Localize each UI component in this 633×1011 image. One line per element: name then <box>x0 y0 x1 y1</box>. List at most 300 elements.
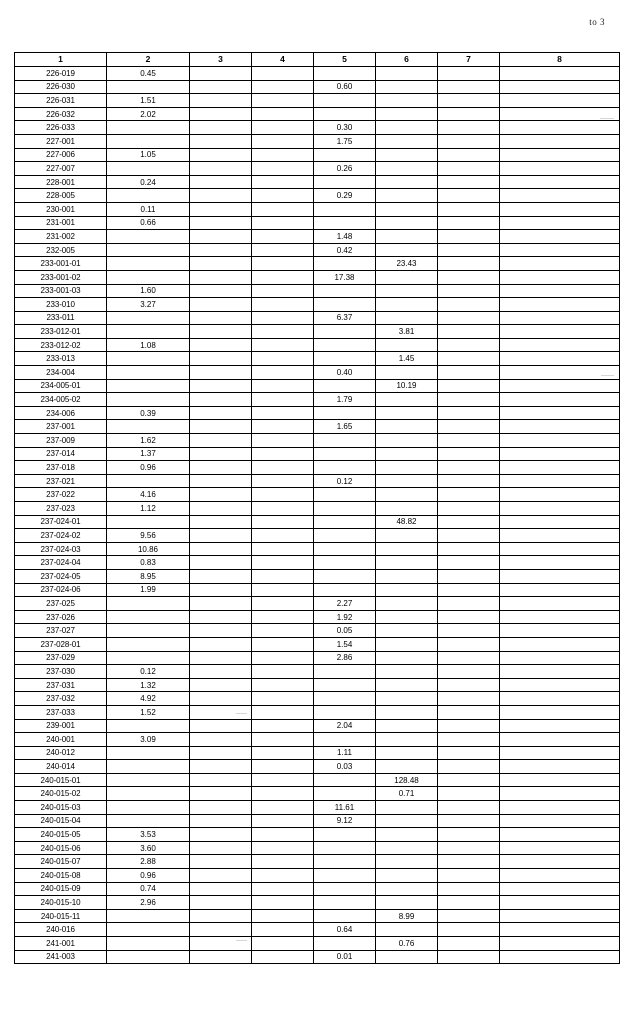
row-value-cell <box>376 569 438 583</box>
row-code-cell: 226-019 <box>15 67 107 81</box>
row-value-cell <box>438 393 500 407</box>
row-code-cell: 228-005 <box>15 189 107 203</box>
row-value-cell <box>376 665 438 679</box>
row-code-cell: 240-015-01 <box>15 773 107 787</box>
row-value-cell: 0.40 <box>314 366 376 380</box>
row-value-cell <box>438 67 500 81</box>
row-value-cell <box>190 216 252 230</box>
row-value-cell <box>190 692 252 706</box>
row-code-cell: 241-003 <box>15 950 107 964</box>
row-value-cell <box>376 488 438 502</box>
row-value-cell: 1.54 <box>314 637 376 651</box>
row-value-cell <box>107 325 190 339</box>
row-value-cell <box>314 148 376 162</box>
table-row <box>15 502 620 516</box>
row-value-cell <box>500 420 620 434</box>
row-value-cell <box>190 869 252 883</box>
row-value-cell <box>190 406 252 420</box>
row-value-cell <box>314 352 376 366</box>
row-code-cell: 233-010 <box>15 298 107 312</box>
row-value-cell <box>107 950 190 964</box>
row-value-cell: 0.01 <box>314 950 376 964</box>
row-value-cell: 1.37 <box>107 447 190 461</box>
row-value-cell: 1.08 <box>107 338 190 352</box>
row-value-cell <box>438 121 500 135</box>
row-code-cell: 237-027 <box>15 624 107 638</box>
row-value-cell <box>500 474 620 488</box>
row-value-cell <box>190 937 252 951</box>
row-value-cell <box>252 230 314 244</box>
row-value-cell: 1.05 <box>107 148 190 162</box>
row-value-cell <box>438 882 500 896</box>
row-code-cell: 237-024-06 <box>15 583 107 597</box>
row-value-cell: 1.12 <box>107 502 190 516</box>
row-value-cell <box>190 352 252 366</box>
row-value-cell <box>438 434 500 448</box>
table-row <box>15 542 620 556</box>
row-value-cell <box>314 202 376 216</box>
row-value-cell: 0.29 <box>314 189 376 203</box>
row-value-cell: 0.42 <box>314 243 376 257</box>
row-value-cell <box>438 148 500 162</box>
row-value-cell <box>190 529 252 543</box>
row-value-cell <box>252 202 314 216</box>
row-value-cell <box>376 610 438 624</box>
row-value-cell <box>252 896 314 910</box>
row-value-cell <box>252 298 314 312</box>
row-value-cell <box>190 379 252 393</box>
row-value-cell <box>500 461 620 475</box>
row-value-cell <box>500 773 620 787</box>
row-value-cell <box>376 705 438 719</box>
row-value-cell: 0.24 <box>107 175 190 189</box>
column-header-1: 1 <box>15 53 107 67</box>
row-value-cell <box>438 529 500 543</box>
row-value-cell <box>500 787 620 801</box>
row-value-cell: 3.09 <box>107 733 190 747</box>
row-value-cell <box>252 637 314 651</box>
table-row <box>15 352 620 366</box>
row-code-cell: 226-033 <box>15 121 107 135</box>
row-value-cell <box>438 352 500 366</box>
table-row <box>15 80 620 94</box>
table-row <box>15 733 620 747</box>
row-value-cell <box>314 882 376 896</box>
row-value-cell <box>107 270 190 284</box>
row-value-cell <box>190 787 252 801</box>
row-value-cell <box>500 366 620 380</box>
row-value-cell <box>376 950 438 964</box>
table-row <box>15 175 620 189</box>
table-row <box>15 447 620 461</box>
row-code-cell: 240-014 <box>15 760 107 774</box>
row-value-cell <box>500 678 620 692</box>
row-value-cell <box>107 787 190 801</box>
row-value-cell <box>314 434 376 448</box>
row-value-cell <box>376 719 438 733</box>
row-value-cell <box>314 379 376 393</box>
row-value-cell <box>376 597 438 611</box>
row-value-cell <box>252 923 314 937</box>
row-code-cell: 234-006 <box>15 406 107 420</box>
table-row <box>15 597 620 611</box>
row-value-cell <box>190 94 252 108</box>
row-value-cell <box>500 434 620 448</box>
row-value-cell <box>314 298 376 312</box>
row-value-cell <box>376 801 438 815</box>
table-row <box>15 950 620 964</box>
row-value-cell <box>314 284 376 298</box>
row-value-cell <box>438 869 500 883</box>
row-value-cell: 0.64 <box>314 923 376 937</box>
row-value-cell: 9.56 <box>107 529 190 543</box>
row-value-cell <box>252 461 314 475</box>
row-code-cell: 240-015-11 <box>15 909 107 923</box>
row-value-cell: 1.45 <box>376 352 438 366</box>
row-value-cell <box>314 705 376 719</box>
row-value-cell <box>376 746 438 760</box>
column-header-7: 7 <box>438 53 500 67</box>
row-value-cell <box>190 583 252 597</box>
row-value-cell <box>190 814 252 828</box>
column-header-5: 5 <box>314 53 376 67</box>
row-code-cell: 237-024-03 <box>15 542 107 556</box>
row-value-cell <box>252 569 314 583</box>
row-value-cell <box>107 909 190 923</box>
row-value-cell <box>376 637 438 651</box>
row-value-cell <box>190 325 252 339</box>
row-value-cell <box>107 393 190 407</box>
row-value-cell <box>438 556 500 570</box>
row-value-cell <box>107 257 190 271</box>
row-value-cell <box>438 366 500 380</box>
row-value-cell: 0.12 <box>107 665 190 679</box>
row-value-cell <box>252 311 314 325</box>
row-value-cell <box>438 923 500 937</box>
column-header-2: 2 <box>107 53 190 67</box>
row-code-cell: 233-001-02 <box>15 270 107 284</box>
row-value-cell <box>190 298 252 312</box>
row-value-cell <box>376 529 438 543</box>
row-value-cell <box>190 542 252 556</box>
row-value-cell <box>314 502 376 516</box>
row-code-cell: 237-026 <box>15 610 107 624</box>
row-value-cell: 2.27 <box>314 597 376 611</box>
row-value-cell <box>107 134 190 148</box>
row-value-cell <box>190 461 252 475</box>
table-row <box>15 420 620 434</box>
row-value-cell <box>500 869 620 883</box>
row-value-cell <box>376 107 438 121</box>
row-value-cell <box>314 529 376 543</box>
row-value-cell <box>438 610 500 624</box>
row-value-cell <box>107 746 190 760</box>
row-code-cell: 237-014 <box>15 447 107 461</box>
row-value-cell <box>314 556 376 570</box>
data-table-container <box>14 52 619 964</box>
row-value-cell <box>500 325 620 339</box>
row-code-cell: 240-015-10 <box>15 896 107 910</box>
row-value-cell <box>314 488 376 502</box>
row-value-cell <box>252 162 314 176</box>
row-value-cell <box>438 230 500 244</box>
row-value-cell <box>500 882 620 896</box>
table-row <box>15 189 620 203</box>
row-code-cell: 237-032 <box>15 692 107 706</box>
row-value-cell <box>190 746 252 760</box>
table-row <box>15 882 620 896</box>
row-value-cell <box>438 515 500 529</box>
row-value-cell <box>500 243 620 257</box>
row-value-cell <box>376 80 438 94</box>
row-value-cell <box>376 828 438 842</box>
table-row <box>15 746 620 760</box>
row-value-cell <box>190 134 252 148</box>
row-value-cell <box>107 773 190 787</box>
row-value-cell: 6.37 <box>314 311 376 325</box>
row-value-cell: 1.48 <box>314 230 376 244</box>
row-code-cell: 233-001-01 <box>15 257 107 271</box>
table-row <box>15 610 620 624</box>
row-value-cell: 1.75 <box>314 134 376 148</box>
row-value-cell <box>438 678 500 692</box>
row-value-cell <box>314 542 376 556</box>
row-value-cell <box>438 801 500 815</box>
row-value-cell <box>376 624 438 638</box>
row-value-cell <box>500 80 620 94</box>
row-value-cell <box>190 801 252 815</box>
table-header-row <box>15 53 620 67</box>
row-value-cell <box>190 841 252 855</box>
row-value-cell <box>500 162 620 176</box>
row-value-cell <box>314 569 376 583</box>
row-value-cell: 2.02 <box>107 107 190 121</box>
row-value-cell <box>252 801 314 815</box>
row-value-cell <box>376 882 438 896</box>
row-code-cell: 240-015-09 <box>15 882 107 896</box>
table-row <box>15 107 620 121</box>
row-value-cell <box>376 461 438 475</box>
row-value-cell <box>438 773 500 787</box>
row-value-cell <box>438 94 500 108</box>
row-value-cell <box>500 923 620 937</box>
row-value-cell <box>190 637 252 651</box>
table-row <box>15 393 620 407</box>
row-value-cell <box>500 488 620 502</box>
table-row <box>15 162 620 176</box>
row-value-cell <box>314 855 376 869</box>
row-value-cell <box>107 80 190 94</box>
row-value-cell <box>314 338 376 352</box>
row-value-cell: 0.60 <box>314 80 376 94</box>
row-value-cell <box>252 733 314 747</box>
row-value-cell <box>252 692 314 706</box>
row-value-cell <box>500 338 620 352</box>
table-row <box>15 202 620 216</box>
row-value-cell <box>252 216 314 230</box>
row-value-cell <box>500 760 620 774</box>
row-value-cell <box>252 379 314 393</box>
row-value-cell <box>190 175 252 189</box>
row-value-cell <box>252 556 314 570</box>
row-value-cell <box>376 162 438 176</box>
row-value-cell <box>376 216 438 230</box>
row-value-cell <box>252 583 314 597</box>
row-value-cell <box>500 841 620 855</box>
table-row <box>15 665 620 679</box>
row-value-cell <box>107 189 190 203</box>
table-row <box>15 488 620 502</box>
table-row <box>15 678 620 692</box>
row-value-cell <box>500 896 620 910</box>
row-code-cell: 237-022 <box>15 488 107 502</box>
row-value-cell <box>438 651 500 665</box>
row-value-cell <box>376 284 438 298</box>
row-value-cell <box>252 624 314 638</box>
table-row <box>15 148 620 162</box>
row-value-cell <box>252 338 314 352</box>
row-value-cell <box>376 243 438 257</box>
table-row <box>15 67 620 81</box>
table-row <box>15 583 620 597</box>
row-value-cell <box>252 719 314 733</box>
row-value-cell <box>500 202 620 216</box>
row-value-cell <box>438 937 500 951</box>
row-value-cell <box>107 651 190 665</box>
row-value-cell <box>376 542 438 556</box>
row-value-cell <box>314 515 376 529</box>
row-value-cell <box>376 393 438 407</box>
row-value-cell <box>500 515 620 529</box>
row-value-cell <box>314 257 376 271</box>
row-value-cell <box>190 474 252 488</box>
row-value-cell <box>190 597 252 611</box>
row-value-cell <box>190 393 252 407</box>
row-value-cell: 10.19 <box>376 379 438 393</box>
row-value-cell <box>376 760 438 774</box>
row-value-cell <box>438 338 500 352</box>
row-value-cell <box>438 488 500 502</box>
row-value-cell <box>107 814 190 828</box>
row-value-cell <box>190 828 252 842</box>
row-value-cell: 1.62 <box>107 434 190 448</box>
row-value-cell <box>252 80 314 94</box>
row-value-cell <box>438 828 500 842</box>
row-value-cell <box>252 855 314 869</box>
row-value-cell <box>500 597 620 611</box>
row-value-cell <box>190 896 252 910</box>
row-value-cell: 0.71 <box>376 787 438 801</box>
row-value-cell <box>438 705 500 719</box>
table-row <box>15 216 620 230</box>
table-row <box>15 515 620 529</box>
row-value-cell <box>376 298 438 312</box>
table-row <box>15 325 620 339</box>
row-code-cell: 240-015-04 <box>15 814 107 828</box>
row-value-cell <box>190 230 252 244</box>
table-row <box>15 909 620 923</box>
row-value-cell <box>190 705 252 719</box>
row-value-cell <box>500 134 620 148</box>
row-value-cell <box>438 270 500 284</box>
row-code-cell: 228-001 <box>15 175 107 189</box>
row-value-cell <box>500 406 620 420</box>
row-value-cell <box>107 937 190 951</box>
row-value-cell <box>107 515 190 529</box>
row-value-cell <box>190 760 252 774</box>
row-value-cell <box>252 909 314 923</box>
row-code-cell: 240-015-02 <box>15 787 107 801</box>
row-value-cell <box>107 719 190 733</box>
row-value-cell <box>190 189 252 203</box>
row-value-cell <box>314 937 376 951</box>
row-value-cell <box>438 202 500 216</box>
row-code-cell: 239-001 <box>15 719 107 733</box>
row-value-cell <box>190 569 252 583</box>
row-value-cell <box>500 189 620 203</box>
row-value-cell <box>500 257 620 271</box>
row-code-cell: 237-009 <box>15 434 107 448</box>
row-value-cell <box>500 107 620 121</box>
row-value-cell <box>376 447 438 461</box>
table-row <box>15 896 620 910</box>
row-value-cell <box>500 67 620 81</box>
row-value-cell <box>107 624 190 638</box>
row-value-cell <box>500 909 620 923</box>
row-value-cell <box>107 162 190 176</box>
row-value-cell <box>376 502 438 516</box>
row-value-cell <box>190 270 252 284</box>
row-value-cell <box>376 175 438 189</box>
row-value-cell: 1.65 <box>314 420 376 434</box>
row-value-cell <box>438 814 500 828</box>
row-value-cell <box>500 298 620 312</box>
row-value-cell <box>252 814 314 828</box>
row-code-cell: 237-023 <box>15 502 107 516</box>
row-value-cell <box>438 162 500 176</box>
row-value-cell <box>500 352 620 366</box>
table-row <box>15 434 620 448</box>
row-code-cell: 237-024-05 <box>15 569 107 583</box>
row-value-cell <box>190 107 252 121</box>
row-value-cell <box>438 379 500 393</box>
row-value-cell <box>252 828 314 842</box>
row-value-cell <box>500 379 620 393</box>
row-value-cell: 17.38 <box>314 270 376 284</box>
row-value-cell <box>438 583 500 597</box>
column-header-8: 8 <box>500 53 620 67</box>
row-value-cell <box>252 502 314 516</box>
row-value-cell <box>438 447 500 461</box>
row-value-cell <box>500 746 620 760</box>
row-value-cell <box>252 175 314 189</box>
row-value-cell <box>500 216 620 230</box>
row-value-cell <box>314 841 376 855</box>
row-value-cell <box>500 284 620 298</box>
row-value-cell <box>438 733 500 747</box>
row-value-cell <box>252 284 314 298</box>
row-value-cell: 3.53 <box>107 828 190 842</box>
row-value-cell <box>500 393 620 407</box>
row-value-cell <box>376 434 438 448</box>
row-value-cell <box>376 733 438 747</box>
row-value-cell <box>376 67 438 81</box>
table-row <box>15 311 620 325</box>
table-row <box>15 760 620 774</box>
row-value-cell: 1.11 <box>314 746 376 760</box>
row-value-cell: 4.16 <box>107 488 190 502</box>
row-value-cell <box>438 624 500 638</box>
